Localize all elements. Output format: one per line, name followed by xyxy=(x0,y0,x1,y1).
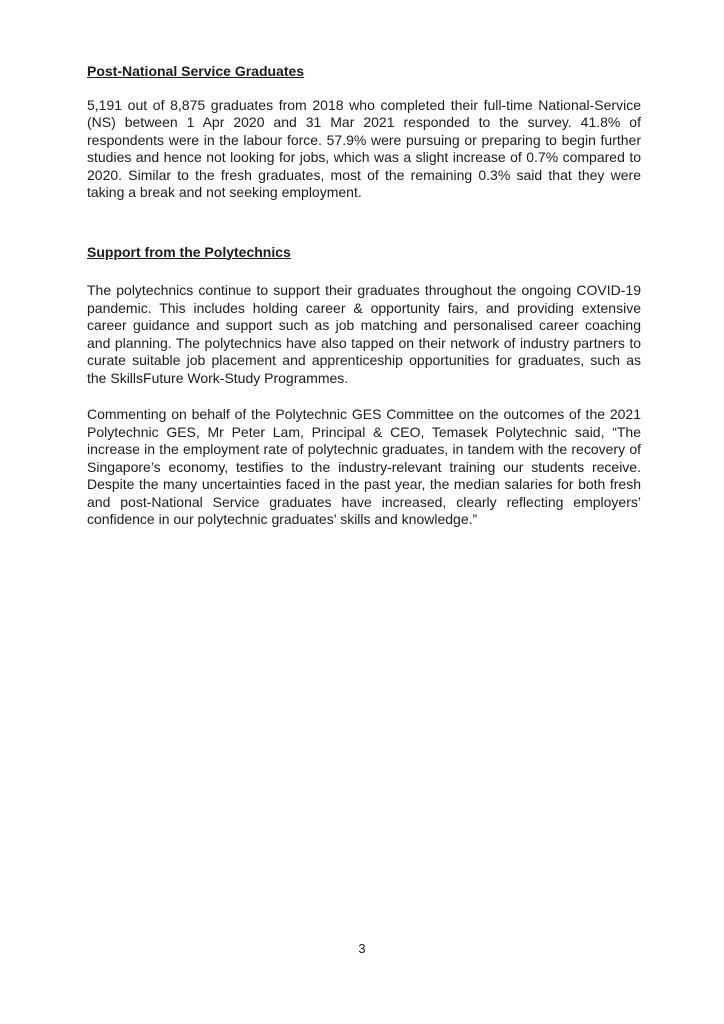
paragraph-post-national-service: 5,191 out of 8,875 graduates from 2018 who completed their full-time National-Service (NS) between 1 Apr 2020 and 31 Mar 2021 responded to the survey. 41.8% of respondents were in the labour force. 57.9% were pursuing or preparing to begin further studies and hence not looking for jobs, which was a slight increase of 0.7% compared to 2020. Similar to the fresh graduates, most of the remaining 0.3% said that they were taking a break and not seeking employment. xyxy=(87,96,641,200)
paragraph-support-polytechnics: The polytechnics continue to support their graduates throughout the ongoing COVID-19 pandemic. This includes holding career & opportunity fairs, and providing extensive career guidance and support such as job matching and personalised career coaching and planning. The polytechnics have also tapped on their network of industry partners to curate suitable job placement and apprenticeship opportunities for graduates, such as the SkillsFuture Work-Study Programmes. xyxy=(87,282,641,386)
page-number: 3 xyxy=(358,941,366,956)
section-heading-post-national-service: Post-National Service Graduates xyxy=(87,63,305,79)
paragraph-committee-quote: Commenting on behalf of the Polytechnic GES Committee on the outcomes of the 2021 Polytechnic GES, Mr Peter Lam, Principal & CEO, Temasek Polytechnic said, “The increase in the employment rate of polytechnic graduates, in tandem with the recovery of Singapore’s economy, testifies to the industry-relevant training our students receive. Despite the many uncertainties faced in the past year, the median salaries for both fresh and post-National Service graduates have increased, clearly reflecting employers’ confidence in our polytechnic graduates’ skills and knowledge.” xyxy=(87,406,641,527)
document-content xyxy=(87,63,641,529)
section-heading-support-polytechnics: Support from the Polytechnics xyxy=(87,243,291,260)
